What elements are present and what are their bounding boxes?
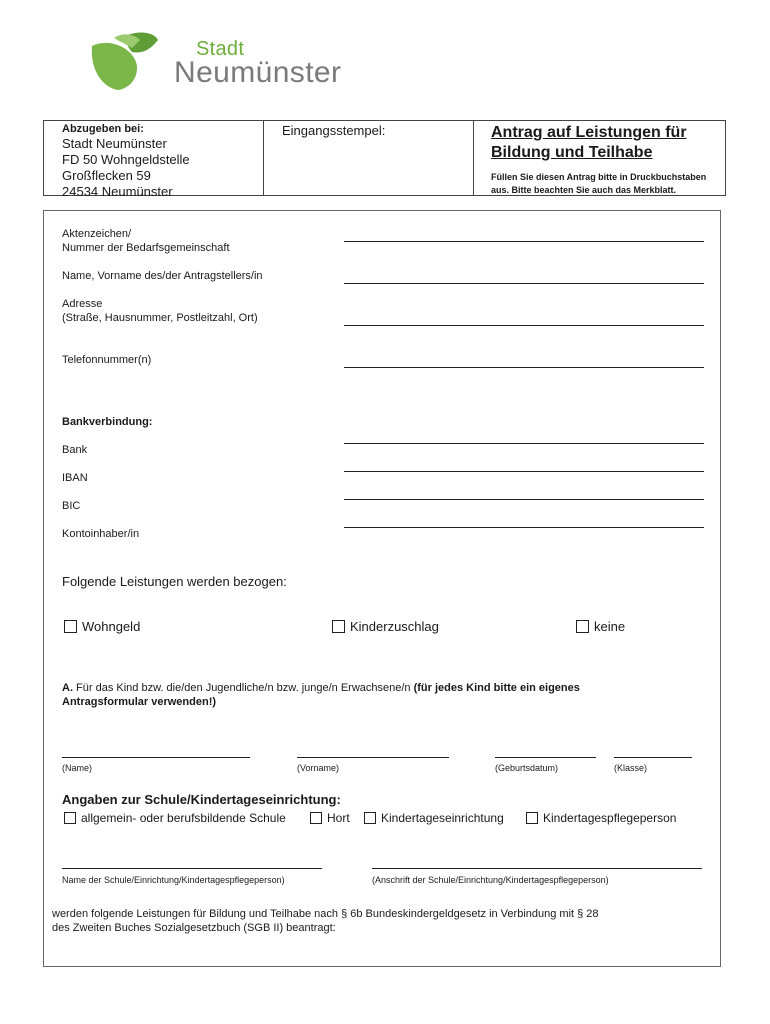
form-title: Antrag auf Leistungen für — [491, 124, 687, 141]
checkbox-schule[interactable] — [64, 811, 286, 825]
iban-label: IBAN — [62, 472, 88, 484]
checkbox-keine[interactable] — [576, 619, 625, 634]
leaf-logo-icon — [88, 28, 168, 96]
submit-address — [44, 121, 264, 199]
checkbox-label: Wohngeld — [82, 619, 141, 634]
submit-title: Abzugeben bei: — [62, 123, 144, 135]
checkbox-icon[interactable] — [64, 812, 76, 824]
kind-klasse-field[interactable] — [614, 757, 692, 758]
checkbox-icon[interactable] — [526, 812, 538, 824]
checkbox-kindertageseinrichtung[interactable] — [364, 811, 504, 825]
caption-geburtsdatum: (Geburtsdatum) — [495, 763, 559, 773]
checkbox-hort[interactable] — [310, 811, 350, 825]
footer-line: des Zweiten Buches Sozialgesetzbuch (SGB II) beantragt: — [52, 922, 336, 934]
aktenzeichen-field[interactable] — [344, 241, 704, 242]
form-note-line: Füllen Sie diesen Antrag bitte in Druckbuchstaben — [491, 172, 707, 182]
telefon-field[interactable] — [344, 367, 704, 368]
submit-line: 24534 Neumünster — [62, 184, 173, 199]
caption-schule-anschrift: (Anschrift der Schule/Einrichtung/Kindertagespflegeperson) — [372, 875, 609, 885]
leistungen-heading: Folgende Leistungen werden bezogen: — [62, 574, 287, 589]
checkbox-label: Kindertageseinrichtung — [381, 811, 504, 825]
schule-name-field[interactable] — [62, 868, 322, 869]
section-a-text — [62, 681, 702, 709]
checkbox-icon[interactable] — [576, 620, 589, 633]
adresse-label-line: (Straße, Hausnummer, Postleitzahl, Ort) — [62, 312, 258, 324]
caption-vorname: (Vorname) — [297, 763, 340, 773]
checkbox-label: keine — [594, 619, 626, 634]
checkbox-label: Kindertagespflegeperson — [543, 811, 677, 825]
checkbox-label: Hort — [327, 811, 350, 825]
checkbox-wohngeld[interactable] — [64, 619, 140, 634]
iban-field[interactable] — [344, 471, 704, 472]
checkbox-label: allgemein- oder berufsbildende Schule — [81, 811, 286, 825]
submit-line: FD 50 Wohngeldstelle — [62, 152, 190, 167]
checkbox-label: Kinderzuschlag — [350, 619, 439, 634]
checkbox-icon[interactable] — [310, 812, 322, 824]
kind-geburtsdatum-field[interactable] — [495, 757, 596, 758]
form-title: Bildung und Teilhabe — [491, 144, 653, 161]
bic-field[interactable] — [344, 499, 704, 500]
name-field[interactable] — [344, 283, 704, 284]
name-label: Name, Vorname des/der Antragstellers/in — [62, 270, 263, 282]
caption-klasse: (Klasse) — [614, 763, 648, 773]
kontoinhaber-label: Kontoinhaber/in — [62, 528, 140, 540]
kind-vorname-field[interactable] — [297, 757, 449, 758]
caption-schule-name: Name der Schule/Einrichtung/Kindertagespflegeperson) — [62, 875, 285, 885]
section-a-body: Für das Kind bzw. die/den Jugendliche/n bzw. junge/n Erwachsene/n — [73, 682, 414, 694]
checkbox-icon[interactable] — [64, 620, 77, 633]
logo-text-stadt: Stadt — [196, 38, 245, 60]
footer-line: werden folgende Leistungen für Bildung und Teilhabe nach § 6b Bundeskindergeldgesetz in Verbindung mit § 28 — [52, 908, 599, 920]
section-a-note: (für jedes Kind bitte ein eigenes — [413, 682, 580, 694]
bank-field[interactable] — [344, 443, 704, 444]
submit-line: Großflecken 59 — [62, 168, 151, 183]
caption-name: (Name) — [62, 763, 93, 773]
telefon-label: Telefonnummer(n) — [62, 354, 152, 366]
kind-name-field[interactable] — [62, 757, 250, 758]
submit-line: Stadt Neumünster — [62, 136, 167, 151]
stamp-label: Eingangsstempel: — [282, 123, 386, 138]
stamp-field — [264, 121, 474, 195]
adresse-field[interactable] — [344, 325, 704, 326]
form-title-block — [474, 121, 725, 195]
checkbox-kinderzuschlag[interactable] — [332, 619, 439, 634]
bank-label: Bank — [62, 444, 88, 456]
checkbox-icon[interactable] — [364, 812, 376, 824]
aktenzeichen-label-line: Nummer der Bedarfsgemeinschaft — [62, 242, 230, 254]
footer-text — [52, 907, 716, 935]
checkbox-icon[interactable] — [332, 620, 345, 633]
form-note — [491, 171, 725, 197]
header-box — [43, 120, 726, 199]
city-logo — [88, 28, 358, 96]
schule-anschrift-field[interactable] — [372, 868, 702, 869]
aktenzeichen-label — [62, 227, 230, 255]
bank-heading: Bankverbindung: — [62, 416, 153, 428]
form-note-line: aus. Bitte beachten Sie auch das Merkblatt. — [491, 185, 677, 195]
schule-heading: Angaben zur Schule/Kindertageseinrichtung: — [62, 792, 341, 807]
kontoinhaber-field[interactable] — [344, 527, 704, 528]
section-a-prefix: A. — [62, 682, 73, 694]
section-a-note: Antragsformular verwenden!) — [62, 696, 217, 708]
logo-text-neumuenster: Neumünster — [174, 56, 342, 89]
adresse-label-line: Adresse — [62, 298, 103, 310]
adresse-label — [62, 297, 258, 325]
bic-label: BIC — [62, 500, 81, 512]
application-form — [43, 210, 721, 967]
aktenzeichen-label-line: Aktenzeichen/ — [62, 228, 132, 240]
checkbox-kindertagespflegeperson[interactable] — [526, 811, 676, 825]
